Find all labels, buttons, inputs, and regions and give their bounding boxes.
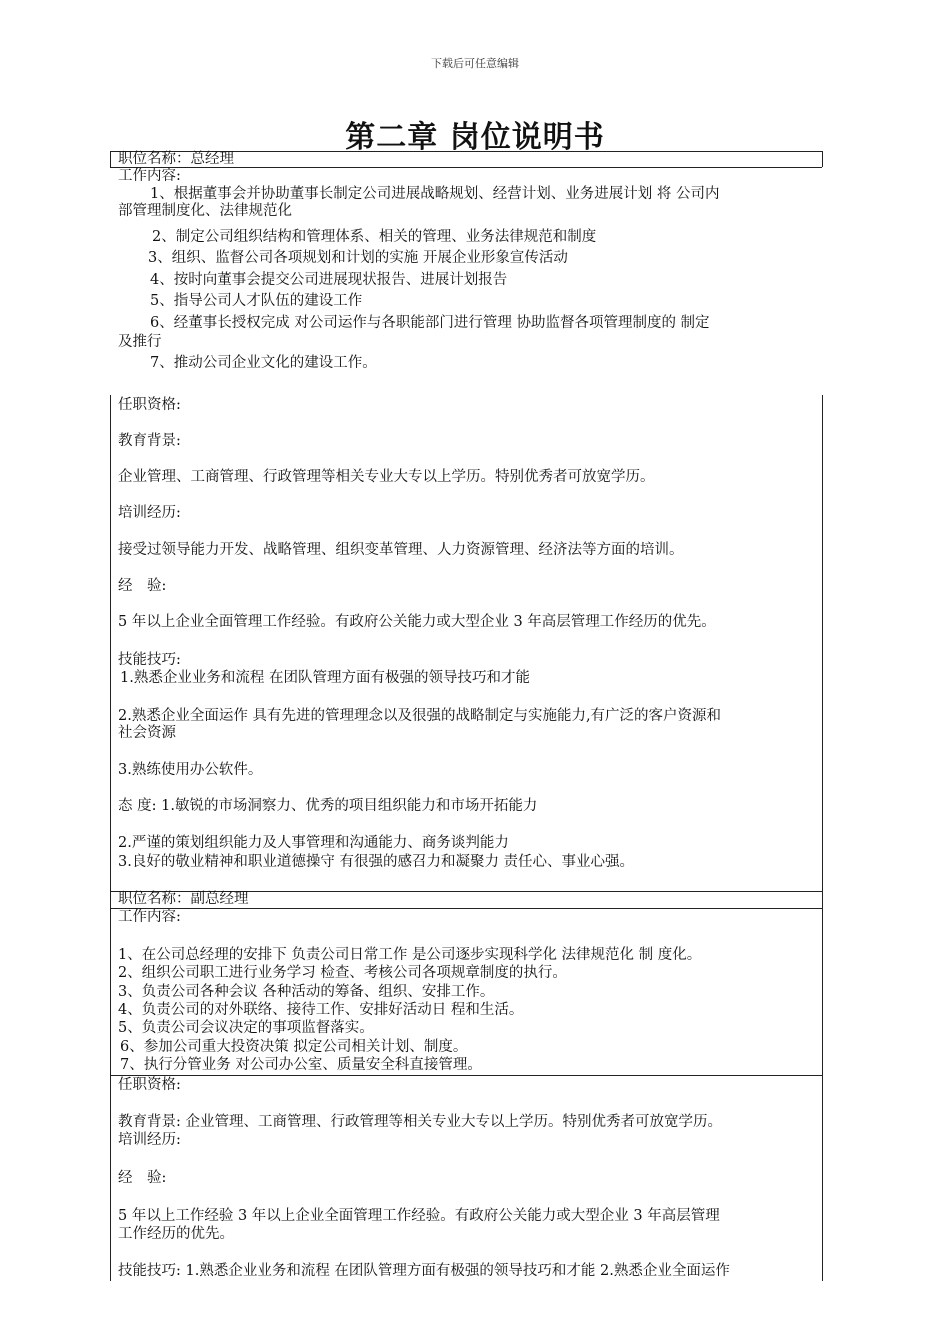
experience-text: 5 年以上工作经验 3 年以上企业全面管理工作经验。有政府公关能力或大型企业 3 年高层管理 bbox=[118, 1208, 720, 1224]
experience-text: 5 年以上企业全面管理工作经验。有政府公关能力或大型企业 3 年高层管理工作经历的优先。 bbox=[118, 614, 716, 630]
training-label: 培训经历: bbox=[118, 505, 181, 521]
table-border bbox=[110, 1075, 822, 1076]
work-item: 2、制定公司组织结构和管理体系、相关的管理、业务法律规范和制度 bbox=[152, 229, 597, 245]
work-item: 2、组织公司职工进行业务学习 检查、考核公司各项规章制度的执行。 bbox=[118, 965, 567, 981]
education-text: 教育背景: 企业管理、工商管理、行政管理等相关专业大专以上学历。特别优秀者可放宽学历。 bbox=[118, 1114, 722, 1130]
experience-label: 经 验: bbox=[118, 1170, 167, 1186]
table-border-left bbox=[110, 151, 111, 167]
attitude-item: 3.良好的敬业精神和职业道德操守 有很强的感召力和凝聚力 责任心、事业心强。 bbox=[118, 854, 635, 870]
work-item: 1、在公司总经理的安排下 负责公司日常工作 是公司逐步实现科学化 法律规范化 制 度化。 bbox=[118, 947, 702, 963]
page-title: 第二章 岗位说明书 bbox=[345, 120, 605, 155]
experience-label: 经 验: bbox=[118, 578, 167, 594]
work-item: 4、负责公司的对外联络、接待工作、安排好活动日 程和生活。 bbox=[118, 1002, 524, 1018]
work-item: 5、指导公司人才队伍的建设工作 bbox=[150, 293, 363, 309]
work-content-label: 工作内容: bbox=[118, 168, 181, 184]
work-item: 6、参加公司重大投资决策 拟定公司相关计划、制度。 bbox=[120, 1039, 468, 1055]
attitude-item: 态 度: 1.敏锐的市场洞察力、优秀的项目组织能力和市场开拓能力 bbox=[118, 798, 538, 814]
qualification-label: 任职资格: bbox=[118, 397, 181, 413]
education-label: 教育背景: bbox=[118, 433, 181, 449]
work-item: 7、推动公司企业文化的建设工作。 bbox=[150, 355, 377, 371]
table-border-left bbox=[110, 891, 111, 1281]
skills-text: 技能技巧: 1.熟悉企业业务和流程 在团队管理方面有极强的领导技巧和才能 2.熟悉企业全面运作 bbox=[118, 1263, 730, 1279]
attitude-item: 2.严谨的策划组织能力及人事管理和沟通能力、商务谈判能力 bbox=[118, 835, 509, 851]
work-item: 1、根据董事会并协助董事长制定公司进展战略规划、经营计划、业务进展计划 将 公司内 bbox=[150, 186, 720, 202]
work-item: 3、组织、监督公司各项规划和计划的实施 开展企业形象宣传活动 bbox=[148, 250, 568, 266]
skill-item: 3.熟练使用办公软件。 bbox=[118, 762, 263, 778]
qualification-label: 任职资格: bbox=[118, 1077, 181, 1093]
work-item: 部管理制度化、法律规范化 bbox=[118, 203, 292, 219]
table-border-left bbox=[110, 395, 111, 907]
experience-text: 工作经历的优先。 bbox=[118, 1226, 234, 1242]
work-item: 6、经董事长授权完成 对公司运作与各职能部门进行管理 协助监督各项管理制度的 制定 bbox=[150, 315, 710, 331]
skill-item: 1.熟悉企业业务和流程 在团队管理方面有极强的领导技巧和才能 bbox=[120, 670, 530, 686]
training-label: 培训经历: bbox=[118, 1132, 181, 1148]
skills-label: 技能技巧: bbox=[118, 652, 181, 668]
table-border-right bbox=[822, 395, 823, 907]
table-border bbox=[110, 908, 822, 909]
education-text: 企业管理、工商管理、行政管理等相关专业大专以上学历。特别优秀者可放宽学历。 bbox=[118, 469, 655, 485]
work-item: 3、负责公司各种会议 各种活动的筹备、组织、安排工作。 bbox=[118, 984, 495, 1000]
table-border-right bbox=[822, 151, 823, 167]
work-item: 5、负责公司会议决定的事项监督落实。 bbox=[118, 1020, 374, 1036]
work-item: 及推行 bbox=[118, 334, 162, 350]
table-border-right bbox=[822, 891, 823, 1281]
position-title-gm: 职位名称：总经理 bbox=[118, 151, 234, 167]
position-title-dgm: 职位名称：副总经理 bbox=[118, 891, 249, 907]
page-header-note: 下载后可任意编辑 bbox=[431, 57, 519, 70]
skill-item: 社会资源 bbox=[118, 725, 176, 741]
work-item: 7、执行分管业务 对公司办公室、质量安全科直接管理。 bbox=[120, 1057, 482, 1073]
skill-item: 2.熟悉企业全面运作 具有先进的管理理念以及很强的战略制定与实施能力,有广泛的客户资源和 bbox=[118, 708, 722, 724]
work-item: 4、按时向董事会提交公司进展现状报告、进展计划报告 bbox=[150, 272, 508, 288]
work-content-label: 工作内容: bbox=[118, 909, 181, 925]
training-text: 接受过领导能力开发、战略管理、组织变革管理、人力资源管理、经济法等方面的培训。 bbox=[118, 542, 684, 558]
